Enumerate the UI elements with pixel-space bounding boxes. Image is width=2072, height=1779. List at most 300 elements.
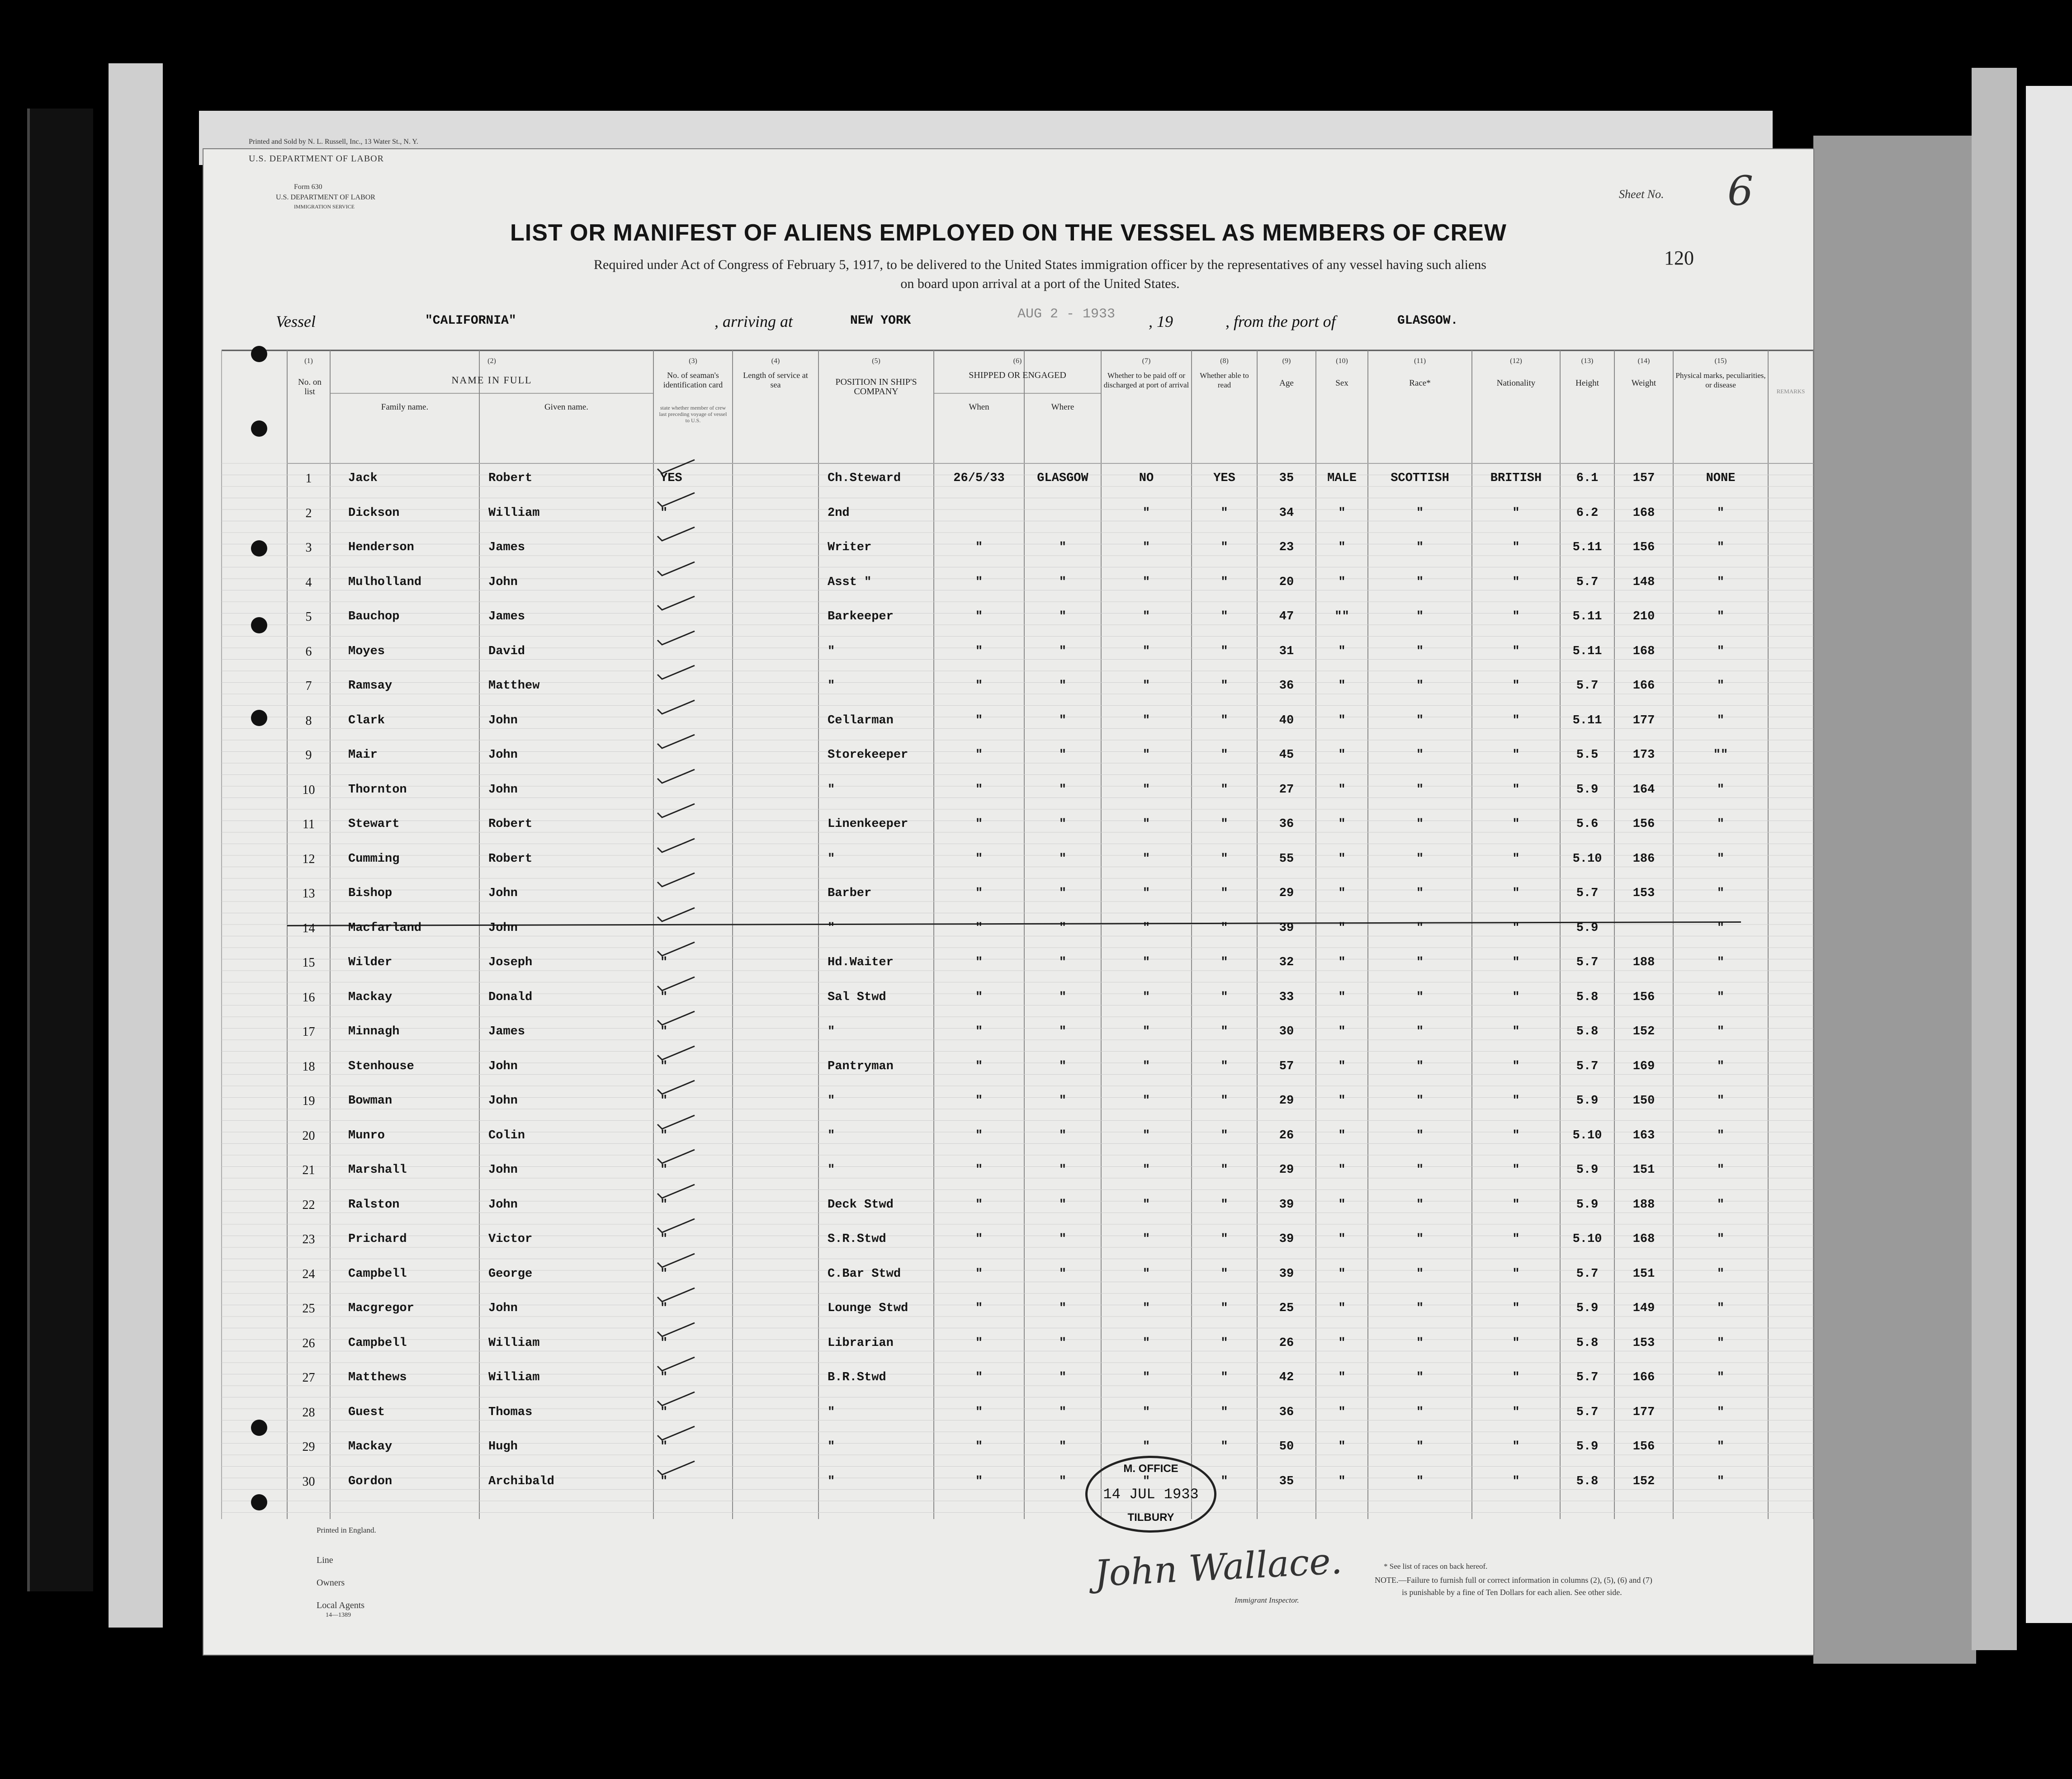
header-able-to-read: Whether able to read	[1200, 371, 1249, 389]
cell-family: Bowman	[348, 1094, 393, 1108]
cell-height: 5.9	[1576, 1198, 1599, 1212]
cell-no: 3	[305, 541, 312, 555]
cell-height: 5.8	[1576, 1336, 1599, 1350]
cell-no: 29	[302, 1440, 315, 1454]
cell-where: GLASGOW	[1037, 472, 1088, 485]
cell-nat: BRITISH	[1490, 472, 1542, 485]
check-mark-icon	[656, 1045, 696, 1061]
cell-sex: "	[1338, 575, 1346, 589]
cell-when: "	[975, 1405, 983, 1419]
header-age: Age	[1279, 378, 1294, 388]
cell-read: "	[1220, 1371, 1228, 1384]
cell-when: "	[975, 852, 983, 866]
cell-id: "	[660, 1059, 668, 1073]
cell-paid: "	[1142, 1405, 1150, 1419]
cell-weight: 151	[1632, 1267, 1655, 1281]
cell-id: YES	[660, 472, 682, 485]
cell-height: 5.6	[1576, 817, 1599, 831]
header-name-in-full: NAME IN FULL	[451, 374, 532, 386]
binder-hole	[251, 1494, 267, 1510]
cell-position: Librarian	[828, 1336, 894, 1350]
table-row	[203, 533, 1813, 567]
cell-where: "	[1059, 1336, 1067, 1350]
cell-nat: "	[1512, 921, 1520, 935]
header-given-name: Given name.	[544, 402, 589, 412]
cell-race: "	[1416, 1198, 1424, 1212]
side-number: 120	[1664, 247, 1694, 269]
table-row	[203, 498, 1813, 533]
cell-when: "	[975, 1302, 983, 1315]
cell-sex: "	[1338, 748, 1346, 762]
header-height: Height	[1575, 378, 1599, 388]
cell-weight: 166	[1632, 679, 1655, 693]
cell-when: "	[975, 713, 983, 727]
cell-read: "	[1220, 1440, 1228, 1453]
cell-family: Mackay	[348, 1440, 393, 1453]
cell-physical: "	[1717, 1232, 1725, 1246]
cell-physical: "	[1717, 1128, 1725, 1142]
binder-hole	[251, 346, 267, 362]
cell-family: Stenhouse	[348, 1059, 414, 1073]
cell-sex: "	[1338, 1474, 1346, 1488]
cell-physical: "	[1717, 1198, 1725, 1212]
cell-given: Donald	[488, 990, 533, 1004]
cell-weight: 149	[1632, 1302, 1655, 1315]
arriving-port: NEW YORK	[850, 314, 911, 328]
cell-position: "	[828, 1094, 835, 1108]
cell-sex: "	[1338, 887, 1346, 900]
cell-weight: 177	[1632, 1405, 1655, 1419]
cell-paid: "	[1142, 1440, 1150, 1453]
cell-weight: 153	[1632, 1336, 1655, 1350]
cell-sex: "	[1338, 1128, 1346, 1142]
cell-when: "	[975, 887, 983, 900]
check-mark-icon	[656, 1425, 696, 1441]
cell-when: "	[975, 644, 983, 658]
cell-where: "	[1059, 1267, 1067, 1281]
agents-label: Local Agents	[317, 1600, 365, 1610]
cell-read: "	[1220, 817, 1228, 831]
cell-where: "	[1059, 956, 1067, 969]
cell-paid: "	[1142, 644, 1150, 658]
cell-position: Sal Stwd	[828, 990, 886, 1004]
cell-height: 5.7	[1576, 1059, 1599, 1073]
cell-weight: 148	[1632, 575, 1655, 589]
cell-family: Mackay	[348, 990, 393, 1004]
cell-height: 5.8	[1576, 990, 1599, 1004]
header-id-card: No. of seaman's identification card	[663, 371, 723, 389]
check-mark-icon	[656, 769, 696, 784]
cell-sex: "	[1338, 1025, 1346, 1038]
table-row	[203, 878, 1813, 913]
column-number: (15)	[1714, 357, 1727, 365]
cell-read: "	[1220, 1059, 1228, 1073]
cell-height: 5.7	[1576, 956, 1599, 969]
cell-age: 55	[1279, 852, 1294, 866]
cell-sex: "	[1338, 1163, 1346, 1177]
cell-nat: "	[1512, 575, 1520, 589]
cell-id: "	[660, 1163, 668, 1177]
cell-height: 5.9	[1576, 921, 1599, 935]
cell-where: "	[1059, 1128, 1067, 1142]
cell-given: John	[488, 921, 518, 935]
cell-paid: "	[1142, 1474, 1150, 1488]
table-row	[203, 1397, 1813, 1432]
cell-no: 6	[305, 644, 312, 659]
cell-nat: "	[1512, 644, 1520, 658]
cell-weight: 168	[1632, 1232, 1655, 1246]
cell-when: "	[975, 1336, 983, 1350]
cell-no: 1	[305, 472, 312, 486]
cell-read: "	[1220, 1232, 1228, 1246]
cell-when: "	[975, 783, 983, 797]
cell-when: "	[975, 1094, 983, 1108]
cell-no: 14	[302, 921, 315, 935]
column-number: (9)	[1282, 357, 1291, 365]
cell-race: "	[1416, 887, 1424, 900]
cell-family: Matthews	[348, 1371, 407, 1384]
cell-id: "	[660, 1198, 668, 1212]
cell-sex: "	[1338, 644, 1346, 658]
cell-position: "	[828, 852, 835, 866]
cell-no: 2	[305, 506, 312, 520]
table-row	[203, 913, 1813, 948]
cell-height: 5.7	[1576, 679, 1599, 693]
cell-family: Thornton	[348, 783, 407, 797]
cell-position: Linenkeeper	[828, 817, 908, 831]
cell-nat: "	[1512, 1232, 1520, 1246]
cell-age: 35	[1279, 472, 1294, 485]
cell-nat: "	[1512, 1128, 1520, 1142]
column-number: (2)	[487, 357, 496, 365]
check-mark-icon	[656, 1114, 696, 1130]
cell-paid: "	[1142, 1025, 1150, 1038]
printed-in: Printed in England.	[317, 1526, 376, 1534]
cell-height: 5.11	[1572, 713, 1602, 727]
cell-paid: "	[1142, 713, 1150, 727]
cell-position: "	[828, 644, 835, 658]
cell-when: "	[975, 1440, 983, 1453]
cell-no: 17	[302, 1025, 315, 1039]
cell-height: 5.9	[1576, 1094, 1599, 1108]
binder-hole	[251, 617, 267, 633]
cell-nat: "	[1512, 956, 1520, 969]
cell-position: Ch.Steward	[828, 472, 901, 485]
cell-family: Bauchop	[348, 610, 400, 623]
cell-race: "	[1416, 1232, 1424, 1246]
cell-given: Robert	[488, 852, 533, 866]
cell-age: 30	[1279, 1025, 1294, 1038]
cell-position: Asst "	[828, 575, 872, 589]
cell-nat: "	[1512, 610, 1520, 623]
cell-height: 5.7	[1576, 1267, 1599, 1281]
cell-age: 36	[1279, 679, 1294, 693]
cell-race: "	[1416, 921, 1424, 935]
cell-position: "	[828, 1128, 835, 1142]
cell-paid: "	[1142, 1267, 1150, 1281]
cell-when: "	[975, 1371, 983, 1384]
cell-physical: "	[1717, 541, 1725, 554]
cell-where: "	[1059, 575, 1067, 589]
cell-weight: 152	[1632, 1474, 1655, 1488]
cell-age: 26	[1279, 1336, 1294, 1350]
cell-sex: "	[1338, 852, 1346, 866]
cell-position: "	[828, 1440, 835, 1453]
cell-no: 18	[302, 1059, 315, 1074]
cell-given: Hugh	[488, 1440, 518, 1453]
cell-when: "	[975, 1267, 983, 1281]
cell-given: John	[488, 1302, 518, 1315]
header-length-of-service: Length of service at sea	[743, 371, 808, 389]
cell-id: "	[660, 1128, 668, 1142]
cell-given: William	[488, 1336, 540, 1350]
cell-id: "	[660, 1302, 668, 1315]
cell-when: "	[975, 990, 983, 1004]
cell-when: "	[975, 1232, 983, 1246]
page-title: LIST OR MANIFEST OF ALIENS EMPLOYED ON THE VESSEL AS MEMBERS OF CREW	[510, 220, 1507, 246]
cell-height: 6.1	[1576, 472, 1599, 485]
arrival-date-stamp: AUG 2 - 1933	[1017, 307, 1116, 322]
cell-read: "	[1220, 1474, 1228, 1488]
cell-physical: "	[1717, 1302, 1725, 1315]
cell-height: 5.8	[1576, 1025, 1599, 1038]
cell-given: John	[488, 1163, 518, 1177]
cell-given: James	[488, 541, 525, 554]
cell-where: "	[1059, 852, 1067, 866]
table-row	[203, 1190, 1813, 1225]
cell-race: "	[1416, 713, 1424, 727]
cell-id: "	[660, 1094, 668, 1108]
cell-weight: 188	[1632, 956, 1655, 969]
cell-height: 5.7	[1576, 1371, 1599, 1384]
cell-nat: "	[1512, 748, 1520, 762]
column-number: (1)	[304, 357, 313, 365]
cell-where: "	[1059, 1302, 1067, 1315]
cell-read: "	[1220, 1025, 1228, 1038]
cell-where: "	[1059, 610, 1067, 623]
cell-family: Ramsay	[348, 679, 393, 693]
cell-where: "	[1059, 748, 1067, 762]
check-mark-icon	[656, 976, 696, 991]
cell-sex: "	[1338, 506, 1346, 520]
cell-where: "	[1059, 1474, 1067, 1488]
check-mark-icon	[656, 1010, 696, 1026]
cell-weight: 169	[1632, 1059, 1655, 1073]
cell-read: "	[1220, 1094, 1228, 1108]
check-mark-icon	[656, 1287, 696, 1302]
cell-position: Storekeeper	[828, 748, 908, 762]
cell-family: Macgregor	[348, 1302, 414, 1315]
cell-read: "	[1220, 1405, 1228, 1419]
adjacent-page-left	[109, 63, 163, 1628]
cell-paid: "	[1142, 1336, 1150, 1350]
cell-race: "	[1416, 1163, 1424, 1177]
cell-sex: "	[1338, 1198, 1346, 1212]
cell-nat: "	[1512, 783, 1520, 797]
cell-read: "	[1220, 679, 1228, 693]
cell-given: Joseph	[488, 956, 533, 969]
cell-family: Cumming	[348, 852, 400, 866]
column-number: (12)	[1510, 357, 1522, 365]
department-line: U.S. DEPARTMENT OF LABOR	[249, 154, 384, 164]
stamp-date: 14 JUL 1933	[1103, 1486, 1199, 1503]
cell-race: SCOTTISH	[1391, 472, 1449, 485]
cell-race: "	[1416, 852, 1424, 866]
check-mark-icon	[656, 734, 696, 749]
column-number: (3)	[689, 357, 697, 365]
cell-position: Deck Stwd	[828, 1198, 894, 1212]
cell-weight: 150	[1632, 1094, 1655, 1108]
cell-age: 34	[1279, 506, 1294, 520]
cell-paid: "	[1142, 748, 1150, 762]
line-label: Line	[317, 1555, 333, 1565]
cell-given: John	[488, 748, 518, 762]
cell-physical: NONE	[1706, 472, 1736, 485]
cell-read: "	[1220, 506, 1228, 520]
cell-physical: "	[1717, 817, 1725, 831]
table-row	[203, 567, 1813, 602]
cell-age: 39	[1279, 1232, 1294, 1246]
table-row	[203, 637, 1813, 671]
agents-code: 14—1389	[326, 1612, 351, 1619]
cell-read: "	[1220, 887, 1228, 900]
cell-where: "	[1059, 713, 1067, 727]
cell-race: "	[1416, 817, 1424, 831]
cell-paid: "	[1142, 921, 1150, 935]
header-remarks: REMARKS	[1776, 388, 1805, 395]
cell-read: "	[1220, 713, 1228, 727]
column-number: (10)	[1336, 357, 1348, 365]
cell-physical: ""	[1713, 748, 1728, 762]
cell-weight: 166	[1632, 1371, 1655, 1384]
cell-given: William	[488, 506, 540, 520]
cell-paid: "	[1142, 541, 1150, 554]
cell-no: 9	[305, 748, 312, 762]
cell-sex: "	[1338, 1232, 1346, 1246]
cell-sex: MALE	[1327, 472, 1357, 485]
adjacent-page-shadow-right	[1813, 136, 1976, 1664]
cell-family: Gordon	[348, 1474, 393, 1488]
cell-no: 20	[302, 1128, 315, 1143]
cell-given: John	[488, 1094, 518, 1108]
table-row	[203, 740, 1813, 775]
vessel-label: Vessel	[276, 312, 316, 330]
table-row	[203, 1121, 1813, 1156]
arriving-label: , arriving at	[714, 312, 793, 330]
cell-when: "	[975, 956, 983, 969]
column-number: (4)	[771, 357, 780, 365]
cell-sex: "	[1338, 921, 1346, 935]
cell-no: 7	[305, 679, 312, 693]
cell-no: 11	[303, 817, 315, 831]
cell-no: 12	[302, 852, 315, 866]
header-when: When	[969, 402, 989, 412]
check-mark-icon	[656, 941, 696, 957]
cell-id: "	[660, 1336, 668, 1350]
cell-physical: "	[1717, 679, 1725, 693]
cell-no: 22	[302, 1198, 315, 1212]
cell-nat: "	[1512, 1267, 1520, 1281]
check-mark-icon	[656, 526, 696, 542]
cell-race: "	[1416, 541, 1424, 554]
cell-weight: 157	[1632, 472, 1655, 485]
cell-read: YES	[1213, 472, 1235, 485]
cell-read: "	[1220, 541, 1228, 554]
cell-age: 40	[1279, 713, 1294, 727]
cell-race: "	[1416, 1474, 1424, 1488]
cell-weight: 168	[1632, 506, 1655, 520]
table-row	[203, 982, 1813, 1017]
binder-hole	[251, 1420, 267, 1436]
cell-physical: "	[1717, 1440, 1725, 1453]
header-no-on-list: No. on list	[298, 378, 322, 396]
cell-id: "	[660, 1025, 668, 1038]
cell-age: 36	[1279, 1405, 1294, 1419]
cell-paid: NO	[1139, 472, 1154, 485]
cell-family: Moyes	[348, 644, 385, 658]
cell-physical: "	[1717, 1163, 1725, 1177]
check-mark-icon	[656, 459, 696, 474]
cell-nat: "	[1512, 1440, 1520, 1453]
cell-given: Matthew	[488, 679, 540, 693]
binder-hole	[251, 420, 267, 437]
cell-age: 39	[1279, 1267, 1294, 1281]
cell-paid: "	[1142, 990, 1150, 1004]
cell-family: Stewart	[348, 817, 400, 831]
check-mark-icon	[656, 872, 696, 887]
table-row	[203, 1328, 1813, 1363]
cell-weight: 156	[1632, 541, 1655, 554]
cell-height: 5.10	[1572, 1232, 1602, 1246]
check-mark-icon	[656, 665, 696, 680]
cell-sex: "	[1338, 783, 1346, 797]
cell-family: Marshall	[348, 1163, 407, 1177]
binder-hole	[251, 710, 267, 726]
cell-given: Archibald	[488, 1474, 554, 1488]
cell-height: 5.9	[1576, 1302, 1599, 1315]
cell-id: "	[660, 1474, 668, 1488]
cell-sex: "	[1338, 1267, 1346, 1281]
cell-when: "	[975, 1163, 983, 1177]
cell-nat: "	[1512, 713, 1520, 727]
cell-family: Minnagh	[348, 1025, 400, 1038]
cell-id: "	[660, 1371, 668, 1384]
cell-nat: "	[1512, 1025, 1520, 1038]
cell-given: Colin	[488, 1128, 525, 1142]
cell-nat: "	[1512, 1405, 1520, 1419]
cell-physical: "	[1717, 1474, 1725, 1488]
cell-when: "	[975, 1128, 983, 1142]
cell-race: "	[1416, 506, 1424, 520]
cell-height: 5.10	[1572, 1128, 1602, 1142]
header-paid-off: Whether to be paid off or discharged at port of arrival	[1103, 371, 1189, 389]
cell-nat: "	[1512, 1302, 1520, 1315]
cell-where: "	[1059, 1198, 1067, 1212]
cell-family: Clark	[348, 713, 385, 727]
cell-no: 25	[302, 1302, 315, 1316]
check-mark-icon	[656, 1356, 696, 1372]
cell-weight: 173	[1632, 748, 1655, 762]
cell-position: "	[828, 679, 835, 693]
header-id-card-note: state whether member of crew last preceding voyage of vessel to U.S.	[659, 405, 727, 424]
cell-id: "	[660, 990, 668, 1004]
check-mark-icon	[656, 803, 696, 818]
cell-nat: "	[1512, 817, 1520, 831]
cell-weight: 151	[1632, 1163, 1655, 1177]
cell-paid: "	[1142, 1302, 1150, 1315]
cell-id: "	[660, 1440, 668, 1453]
cell-weight: 168	[1632, 644, 1655, 658]
